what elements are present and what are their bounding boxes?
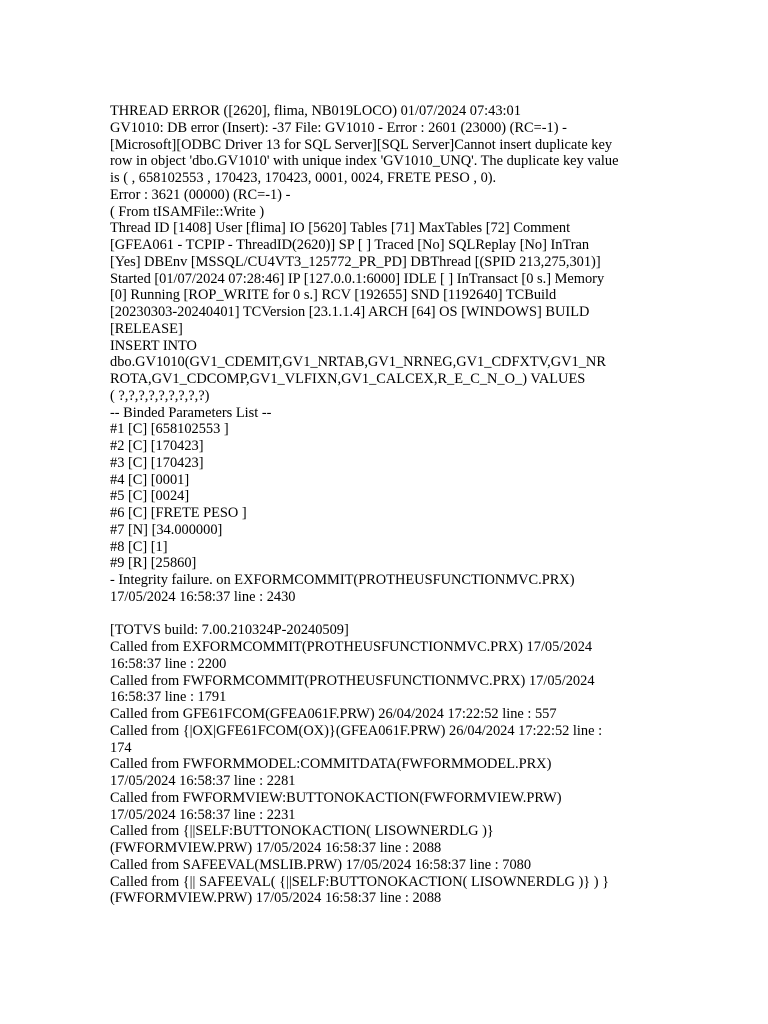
stack-line: Called from FWFORMVIEW:BUTTONOKACTION(FWFORMVIEW.PRW) xyxy=(110,789,562,806)
error-line: -- Binded Parameters List -- xyxy=(110,404,272,421)
error-line: [Microsoft][ODBC Driver 13 for SQL Server][SQL Server]Cannot insert duplicate key xyxy=(110,136,613,153)
error-line: [Yes] DBEnv [MSSQL/CU4VT3_125772_PR_PD] DBThread [(SPID 213,275,301)] xyxy=(110,253,601,270)
error-line: INSERT INTO xyxy=(110,337,197,354)
stack-line: 17/05/2024 16:58:37 line : 2281 xyxy=(110,773,296,789)
error-line: row in object 'dbo.GV1010' with unique index 'GV1010_UNQ'. The duplicate key value xyxy=(110,153,619,170)
stack-line: 17/05/2024 16:58:37 line : 2231 xyxy=(110,806,296,823)
error-line: 17/05/2024 16:58:37 line : 2430 xyxy=(110,588,296,605)
stack-trace-section xyxy=(110,622,658,907)
error-line: #4 [C] [0001] xyxy=(110,471,190,488)
stack-line: Called from EXFORMCOMMIT(PROTHEUSFUNCTIONMVC.PRX) 17/05/2024 xyxy=(110,639,593,655)
error-line: ( ?,?,?,?,?,?,?,?,?) xyxy=(110,387,210,404)
error-line: [GFEA061 - TCPIP - ThreadID(2620)] SP [ ] Traced [No] SQLReplay [No] InTran xyxy=(110,237,590,253)
stack-line: 16:58:37 line : 2200 xyxy=(110,655,227,672)
blank-line xyxy=(110,606,658,623)
error-line: ROTA,GV1_CDCOMP,GV1_VLFIXN,GV1_CALCEX,R_E_C_N_O_) VALUES xyxy=(110,371,586,387)
error-line: [20230303-20240401] TCVersion [23.1.1.4] ARCH [64] OS [WINDOWS] BUILD xyxy=(110,304,590,320)
stack-line: 16:58:37 line : 1791 xyxy=(110,689,227,706)
error-line: Error : 3621 (00000) (RC=-1) - xyxy=(110,186,291,203)
error-line: dbo.GV1010(GV1_CDEMIT,GV1_NRTAB,GV1_NRNEG,GV1_CDFXTV,GV1_NR xyxy=(110,354,606,371)
document-page xyxy=(110,103,658,907)
error-line: #1 [C] [658102553 ] xyxy=(110,421,229,438)
stack-line: Called from FWFORMMODEL:COMMITDATA(FWFORMMODEL.PRX) xyxy=(110,756,552,773)
stack-line: (FWFORMVIEW.PRW) 17/05/2024 16:58:37 line : 2088 xyxy=(110,840,442,856)
error-line: [RELEASE] xyxy=(110,320,183,337)
stack-line: [TOTVS build: 7.00.210324P-20240509] xyxy=(110,622,349,639)
stack-line: Called from FWFORMCOMMIT(PROTHEUSFUNCTIONMVC.PRX) 17/05/2024 xyxy=(110,672,595,689)
stack-line: Called from {|| SAFEEVAL( {||SELF:BUTTONOKACTION( LISOWNERDLG )} ) } xyxy=(110,873,610,890)
error-line: #2 [C] [170423] xyxy=(110,438,204,454)
error-line: GV1010: DB error (Insert): -37 File: GV1010 - Error : 2601 (23000) (RC=-1) - xyxy=(110,119,567,136)
stack-line: 174 xyxy=(110,739,132,756)
error-line: is ( , 658102553 , 170423, 170423, 0001, 0024, FRETE PESO , 0). xyxy=(110,170,497,186)
stack-line: Called from {|OX|GFE61FCOM(OX)}(GFEA061F.PRW) 26/04/2024 17:22:52 line : xyxy=(110,722,603,739)
error-line: #8 [C] [1] xyxy=(110,538,168,555)
error-line: [0] Running [ROP_WRITE for 0 s.] RCV [192655] SND [1192640] TCBuild xyxy=(110,287,557,304)
error-line: ( From tISAMFile::Write ) xyxy=(110,203,265,220)
stack-line: (FWFORMVIEW.PRW) 17/05/2024 16:58:37 line : 2088 xyxy=(110,890,442,907)
error-line: #3 [C] [170423] xyxy=(110,454,204,471)
error-line: Started [01/07/2024 07:28:46] IP [127.0.0.1:6000] IDLE [ ] InTransact [0 s.] Memory xyxy=(110,270,605,287)
error-header-section xyxy=(110,103,658,606)
stack-line: Called from GFE61FCOM(GFEA061F.PRW) 26/04/2024 17:22:52 line : 557 xyxy=(110,706,557,722)
stack-line: Called from {||SELF:BUTTONOKACTION( LISOWNERDLG )} xyxy=(110,823,494,840)
error-line: - Integrity failure. on EXFORMCOMMIT(PROTHEUSFUNCTIONMVC.PRX) xyxy=(110,572,575,588)
error-line: #6 [C] [FRETE PESO ] xyxy=(110,505,247,521)
error-line: #5 [C] [0024] xyxy=(110,488,190,505)
error-line: #9 [R] [25860] xyxy=(110,555,197,572)
error-line: Thread ID [1408] User [flima] IO [5620] Tables [71] MaxTables [72] Comment xyxy=(110,220,571,237)
error-line: #7 [N] [34.000000] xyxy=(110,521,223,538)
stack-line: Called from SAFEEVAL(MSLIB.PRW) 17/05/2024 16:58:37 line : 7080 xyxy=(110,856,532,873)
error-line: THREAD ERROR ([2620], flima, NB019LOCO) 01/07/2024 07:43:01 xyxy=(110,103,521,119)
